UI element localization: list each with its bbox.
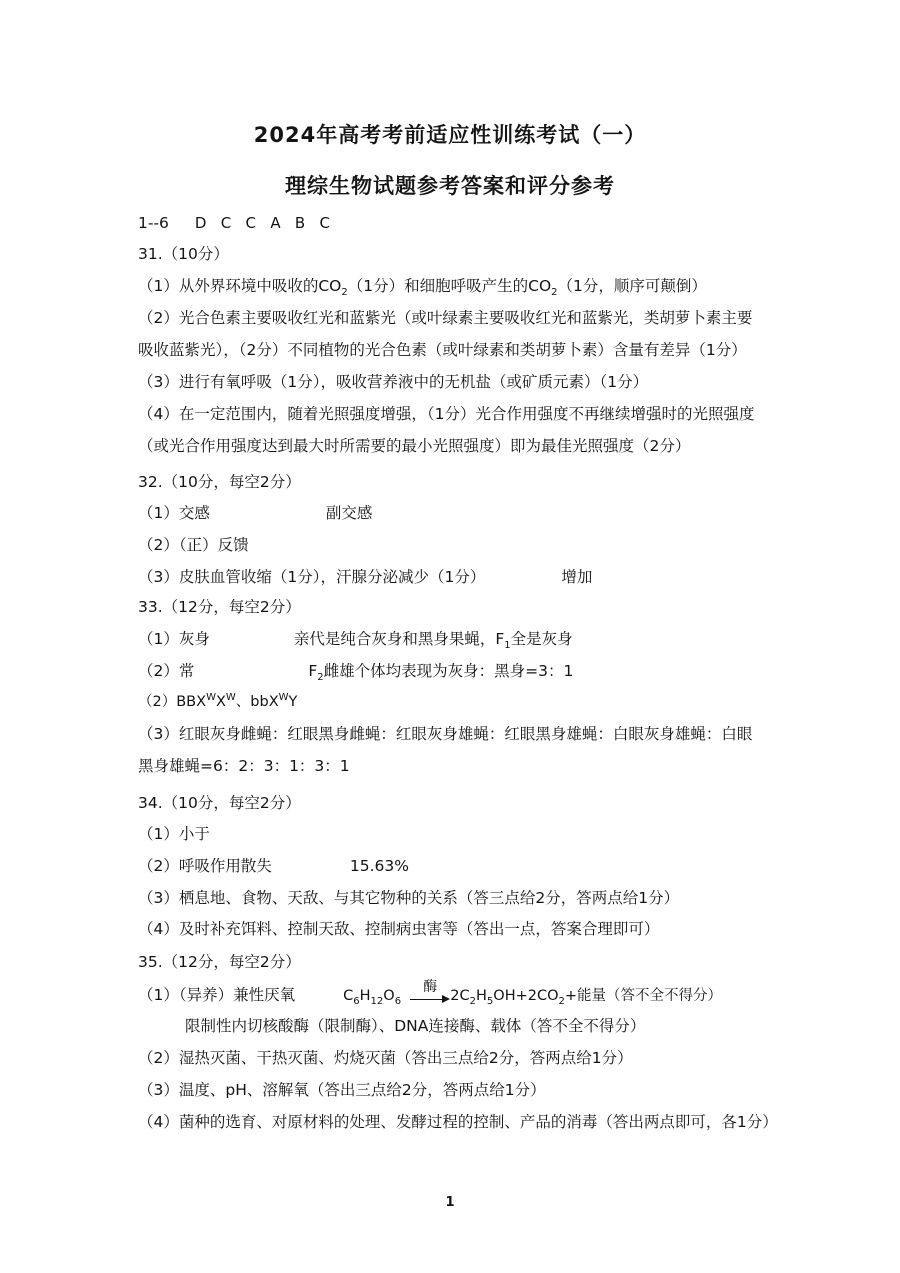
q34-2-second: 15.63%: [349, 857, 409, 875]
q31-answer-1: （1）从外界环境中吸收的$CO_2(1$分）和细胞呼吸产生的$CO_2(1$分，顺序可颠倒）: [138, 277, 707, 299]
q33-1-third: 全是灰身: [510, 630, 573, 648]
q32-answer-2: （2）（正）反馈: [138, 536, 249, 554]
q33-genotype-c: 、bbX: [235, 694, 279, 710]
q34-2-first: （2）呼吸作用散失: [138, 857, 272, 875]
q35-answer-2: （2）湿热灭菌、干热灭菌、灼烧灭菌（答出三点给2分，答两点给1分）: [138, 1049, 633, 1067]
q31-answer-3: （3）进行有氧呼吸（1分），吸收营养液中的无机盐（或矿质元素）（1分）: [138, 373, 649, 391]
page-number: 1: [445, 1195, 455, 1210]
q34-answer-3: （3）栖息地、食物、天敌、与其它物种的关系（答三点给2分，答两点给1分）: [138, 889, 680, 907]
q31-answer-4-cont: （或光合作用强度达到最大时所需要的最小光照强度）即为最佳光照强度（2分）: [138, 437, 691, 455]
choice-answer-list: D C C A B C: [194, 214, 330, 232]
eq-product-4: +能量（答不全不得分）: [564, 988, 723, 1004]
q33-genotype-b: X: [215, 694, 226, 710]
q31-1-part-a: （1）从外界环境中吸收的CO: [138, 277, 342, 295]
q32-answer-3: [138, 567, 592, 587]
q33-2-first: （2）常: [138, 662, 195, 680]
choice-range: 1--6: [138, 214, 169, 232]
eq-product-2: H: [476, 988, 487, 1004]
q35-answer-1: [138, 979, 723, 1007]
q31-heading: 31.（10分）: [138, 245, 229, 263]
eq-c: C: [343, 988, 354, 1004]
q35-heading: 35.（12分，每空2分）: [138, 953, 301, 971]
exam-subtitle: 理综生物试题参考答案和评分参考: [285, 174, 615, 198]
q31-answer-4: （4）在一定范围内，随着光照强度增强，（1分）光合作用强度不再继续增强时的光照强度: [138, 405, 755, 423]
q33-answer-2: （2）常 $F_2$雌雄个体均表现为灰身：黑身=3：1: [138, 662, 574, 684]
q33-1-second: 亲代是纯合灰身和黑身果蝇，F: [293, 630, 505, 648]
q32-1-first: （1）交感: [138, 504, 210, 522]
q32-answer-1: [138, 503, 372, 523]
q33-heading: 33.（12分，每空2分）: [138, 598, 301, 616]
q33-2-f: F: [308, 662, 318, 680]
q31-answer-2: （2）光合色素主要吸收红光和蓝紫光（或叶绿素主要吸收红光和蓝紫光，类胡萝卜素主要: [138, 309, 753, 327]
enzyme-label: 酶: [423, 979, 438, 995]
q33-genotypes: $(2)BBX^WX^W$、bbX$^W$Y: [138, 692, 298, 710]
q35-1-first: （1）（异养）兼性厌氧: [138, 986, 296, 1004]
q31-1-part-c: （1分，顺序可颠倒）: [557, 277, 707, 295]
q31-answer-2-cont: 吸收蓝紫光），（2分）不同植物的光合色素（或叶绿素和类胡萝卜素）含量有差异（1分）: [138, 341, 747, 359]
q32-3-second: 增加: [561, 568, 593, 586]
q33-genotype-d: Y: [288, 694, 298, 710]
q35-answer-1-cont: 限制性内切核酸酶（限制酶）、DNA连接酶、载体（答不全不得分）: [185, 1017, 646, 1035]
q35-answer-4: （4）菌种的选育、对原材料的处理、发酵过程的控制、产品的消毒（答出两点即可，各1分）: [138, 1113, 778, 1131]
q33-genotype-a: （2）BBX: [138, 694, 207, 710]
q33-answer-3-cont: 黑身雄蝇=6：2：3：1：3：1: [138, 757, 350, 775]
q33-2-second: 雌雄个体均表现为灰身：黑身=3：1: [323, 662, 574, 680]
q32-1-second: 副交感: [325, 504, 373, 522]
q33-answer-3: （3）红眼灰身雌蝇：红眼黑身雌蝇：红眼灰身雄蝇：红眼黑身雄蝇：白眼灰身雄蝇：白眼: [138, 725, 753, 743]
q32-heading: 32.（10分，每空2分）: [138, 473, 301, 491]
q34-answer-2: [138, 856, 409, 876]
q34-heading: 34.（10分，每空2分）: [138, 794, 301, 812]
eq-h: H: [359, 988, 371, 1004]
reaction-arrow: [410, 979, 450, 1006]
choice-answers: [138, 213, 330, 233]
fermentation-equation: $C_6H_{12}O_6$ 酶 $2C_2H_5OH+2CO_2+$能量（答不全不得分）: [343, 979, 723, 1007]
q33-1-first: （1）灰身: [138, 630, 210, 648]
q34-answer-1: （1）小于: [138, 825, 210, 843]
q35-answer-3: （3）温度、pH、溶解氧（答出三点给2分，答两点给1分）: [138, 1081, 546, 1099]
q32-3-first: （3）皮肤血管收缩（1分），汗腺分泌减少（1分）: [138, 568, 486, 586]
eq-o: O: [383, 988, 395, 1004]
exam-title: 2024年高考考前适应性训练考试（一）: [253, 123, 647, 147]
q34-answer-4: （4）及时补充饵料、控制天敌、控制病虫害等（答出一点，答案合理即可）: [138, 920, 660, 938]
eq-product-1: 2C: [450, 988, 470, 1004]
eq-product-3: OH+2CO: [493, 988, 559, 1004]
q31-1-part-b: （1分）和细胞呼吸产生的CO: [347, 277, 552, 295]
q33-answer-1: （1）灰身 亲代是纯合灰身和黑身果蝇，$F_1$全是灰身: [138, 630, 573, 652]
